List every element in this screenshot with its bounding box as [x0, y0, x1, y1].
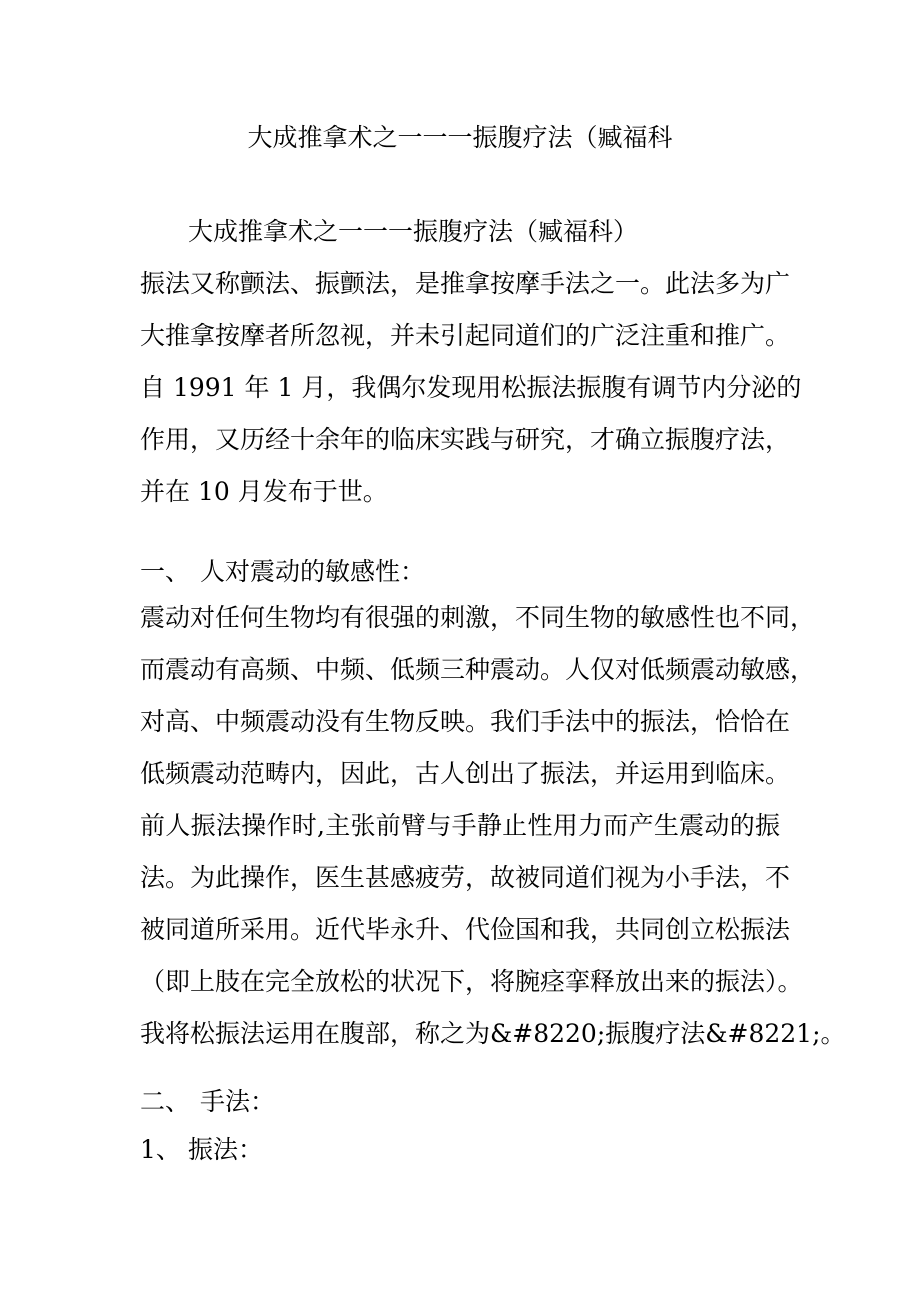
- document-title: 大成推拿术之一一一振腹疗法（臧福科: [247, 123, 673, 152]
- paragraph-line: 低频震动范畴内，因此，古人创出了振法，并运用到临床。: [140, 759, 791, 788]
- paragraph-line: 作用，又历经十余年的临床实践与研究，才确立振腹疗法，: [140, 425, 791, 454]
- paragraph-line: 自 1991 年 1 月，我偶尔发现用松振法振腹有调节内分泌的: [140, 373, 802, 402]
- document-subtitle: 大成推拿术之一一一振腹疗法（臧福科）: [188, 217, 639, 246]
- paragraph-line: （即上肢在完全放松的状况下，将腕痉挛释放出来的振法）。: [140, 967, 803, 996]
- subsection-number: 1、: [140, 1135, 181, 1164]
- section-1-heading: [140, 552, 425, 592]
- section-1-paragraph: [140, 592, 846, 1060]
- paragraph-line: 前人振法操作时,主张前臂与手静止性用力而产生震动的振: [140, 811, 780, 840]
- paragraph-line: 法。为此操作，医生甚感疲劳，故被同道们视为小手法，不: [140, 863, 791, 892]
- paragraph-line: 振法又称颤法、振颤法，是推拿按摩手法之一。此法多为广: [140, 269, 791, 298]
- paragraph-line: 我将松振法运用在腹部，称之为&#8220;振腹疗法&#8221;。: [140, 1019, 846, 1048]
- paragraph-line: 对高、中频震动没有生物反映。我们手法中的振法，恰恰在: [140, 707, 791, 736]
- section-number: 一、: [140, 557, 191, 586]
- subsection-1-heading: [140, 1130, 263, 1170]
- section-title: 手法：: [200, 1087, 276, 1116]
- intro-paragraph: [140, 258, 802, 518]
- section-2-heading: [140, 1082, 275, 1122]
- paragraph-line: 并在 10 月发布于世。: [140, 477, 388, 506]
- section-number: 二、: [140, 1087, 191, 1116]
- paragraph-line: 被同道所采用。近代毕永升、代俭国和我，共同创立松振法: [140, 915, 791, 944]
- paragraph-line: 大推拿按摩者所忽视，并未引起同道们的广泛注重和推广。: [140, 321, 791, 350]
- paragraph-line: 震动对任何生物均有很强的刺激，不同生物的敏感性也不同，: [140, 603, 816, 632]
- paragraph-line: 而震动有高频、中频、低频三种震动。人仅对低频震动敏感，: [140, 655, 816, 684]
- section-title: 人对震动的敏感性：: [200, 557, 426, 586]
- subsection-title: 振法：: [188, 1135, 264, 1164]
